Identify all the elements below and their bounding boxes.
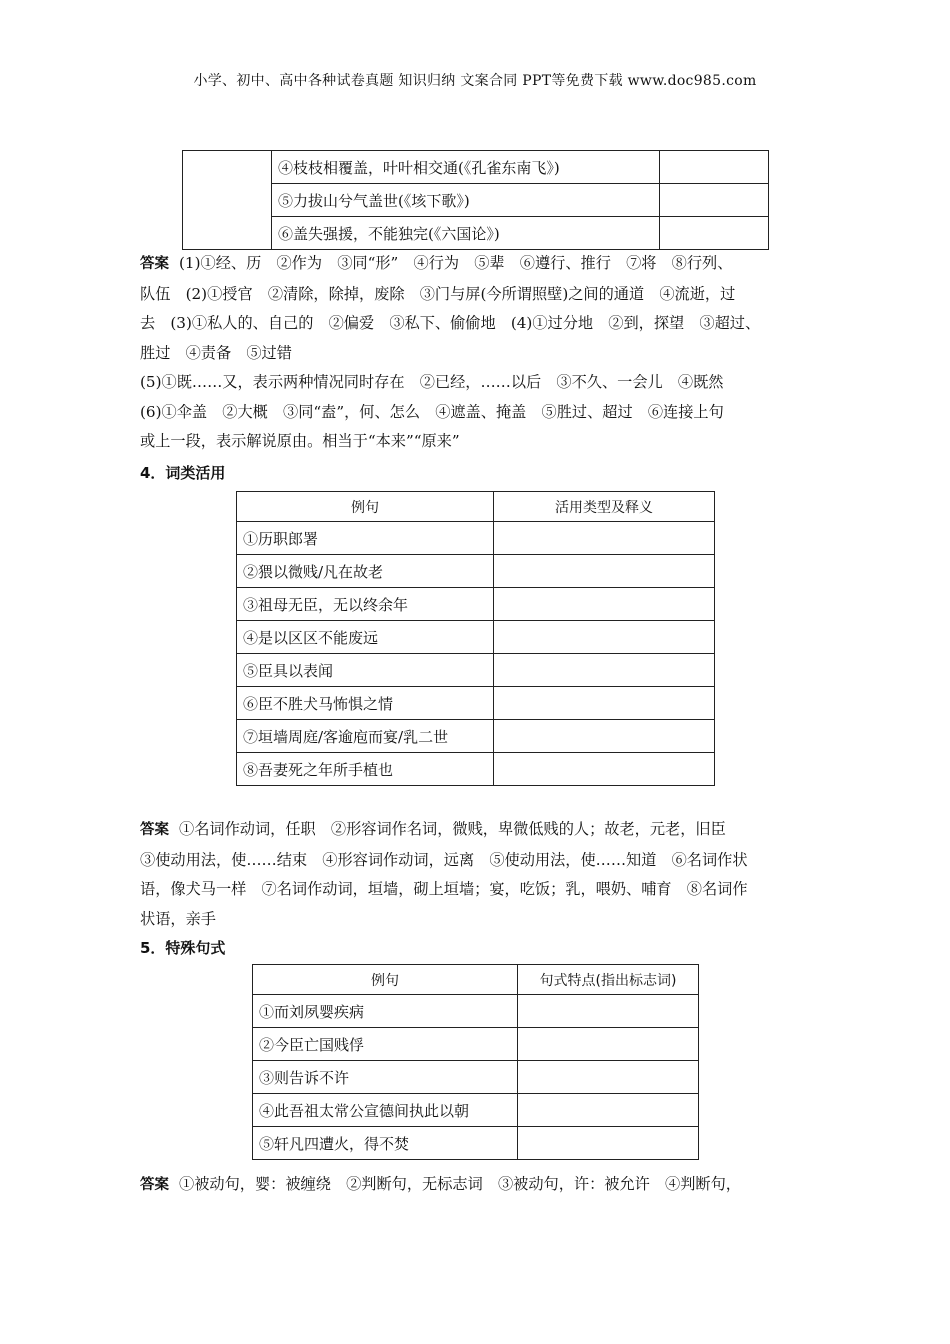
table-row: ①而刘夙婴疾病 xyxy=(253,995,518,1028)
table-gai xyxy=(182,150,769,250)
table-row: ⑧吾妻死之年所手植也 xyxy=(237,753,494,786)
table-word-usage xyxy=(236,491,715,786)
answer-label: 答案 xyxy=(140,822,169,838)
answer-line: (5)①既……又，表示两种情况同时存在 ②已经，……以后 ③不久、一会儿 ④既然 xyxy=(140,373,724,391)
answer-block-2 xyxy=(140,815,812,934)
answer-line: 答案 (1)①经、历 ②作为 ③同“形” ④行为 ⑤辈 ⑥遵行、推行 ⑦将 ⑧行列、 xyxy=(140,254,733,272)
answer-label: 答案 xyxy=(140,1177,169,1193)
table-row: ②今臣亡国贱俘 xyxy=(253,1028,518,1061)
table-row: ⑤轩凡四遭火，得不焚 xyxy=(253,1127,518,1160)
table-row: ④是以区区不能废远 xyxy=(237,621,494,654)
table-gai-answer-cell xyxy=(660,151,769,184)
answer-line: 答案 ①被动句，婴：被缠绕 ②判断句，无标志词 ③被动句，许：被允许 ④判断句， xyxy=(140,1175,741,1193)
table-row: ②猥以微贱/凡在故老 xyxy=(237,555,494,588)
table-gai-answer-cell xyxy=(660,184,769,217)
answer-block-3 xyxy=(140,1170,812,1201)
answer-line: ③使动用法，使……结束 ④形容词作动词，远离 ⑤使动用法，使……知道 ⑥名词作状 xyxy=(140,850,748,869)
table-header: 句式特点(指出标志词) xyxy=(518,965,699,995)
section-title-4: 4．词类活用 xyxy=(140,464,226,482)
answer-line: 胜过 ④责备 ⑤过错 xyxy=(140,343,292,362)
table-row: ①历职郎署 xyxy=(237,522,494,555)
table-gai-row: ④枝枝相覆盖，叶叶相交通(《孔雀东南飞》) xyxy=(272,151,660,184)
answer-line: 或上一段，表示解说原由。相当于“本来”“原来” xyxy=(140,432,460,450)
table-header: 例句 xyxy=(253,965,518,995)
answer-label: 答案 xyxy=(140,256,169,272)
table-header: 例句 xyxy=(237,492,494,522)
table-row: ③则告诉不许 xyxy=(253,1061,518,1094)
table-gai-empty-left xyxy=(183,151,272,250)
table-special-sentences xyxy=(252,964,699,1160)
table-gai-answer-cell xyxy=(660,217,769,250)
table-gai-row: ⑥盖失强援，不能独完(《六国论》) xyxy=(272,217,660,250)
section-title-5: 5．特殊句式 xyxy=(140,939,226,957)
answer-line: 队伍 (2)①授官 ②清除，除掉，废除 ③门与屏(今所谓照壁)之间的通道 ④流逝，过 xyxy=(140,284,736,303)
answer-line: 语，像犬马一样 ⑦名词作动词，垣墙，砌上垣墙；宴，吃饭；乳，喂奶、哺育 ⑧名词作 xyxy=(140,880,748,898)
table-row: ⑦垣墙周庭/客逾庖而宴/乳二世 xyxy=(237,720,494,753)
table-gai-row: ⑤力拔山兮气盖世(《垓下歌》) xyxy=(272,184,660,217)
table-row: ④此吾祖太常公宣德间执此以朝 xyxy=(253,1094,518,1127)
table-row: ③祖母无臣，无以终余年 xyxy=(237,588,494,621)
answer-line: 答案 ①名词作动词，任职 ②形容词作名词，微贱，卑微低贱的人；故老，元老，旧臣 xyxy=(140,820,726,838)
answer-line: 去 (3)①私人的、自己的 ②偏爱 ③私下、偷偷地 (4)①过分地 ②到，探望 ③超过、 xyxy=(140,314,761,332)
table-row: ⑥臣不胜犬马怖惧之情 xyxy=(237,687,494,720)
answer-line: (6)①伞盖 ②大概 ③同“盍”，何、怎么 ④遮盖、掩盖 ⑤胜过、超过 ⑥连接上句 xyxy=(140,402,724,421)
table-row: ⑤臣具以表闻 xyxy=(237,654,494,687)
page-header: 小学、初中、高中各种试卷真题 知识归纳 文案合同 PPT等免费下载 www.doc985.com xyxy=(193,73,757,89)
table-header: 活用类型及释义 xyxy=(494,492,715,522)
answer-block-1 xyxy=(140,249,812,457)
answer-line: 状语，亲手 xyxy=(140,909,216,928)
